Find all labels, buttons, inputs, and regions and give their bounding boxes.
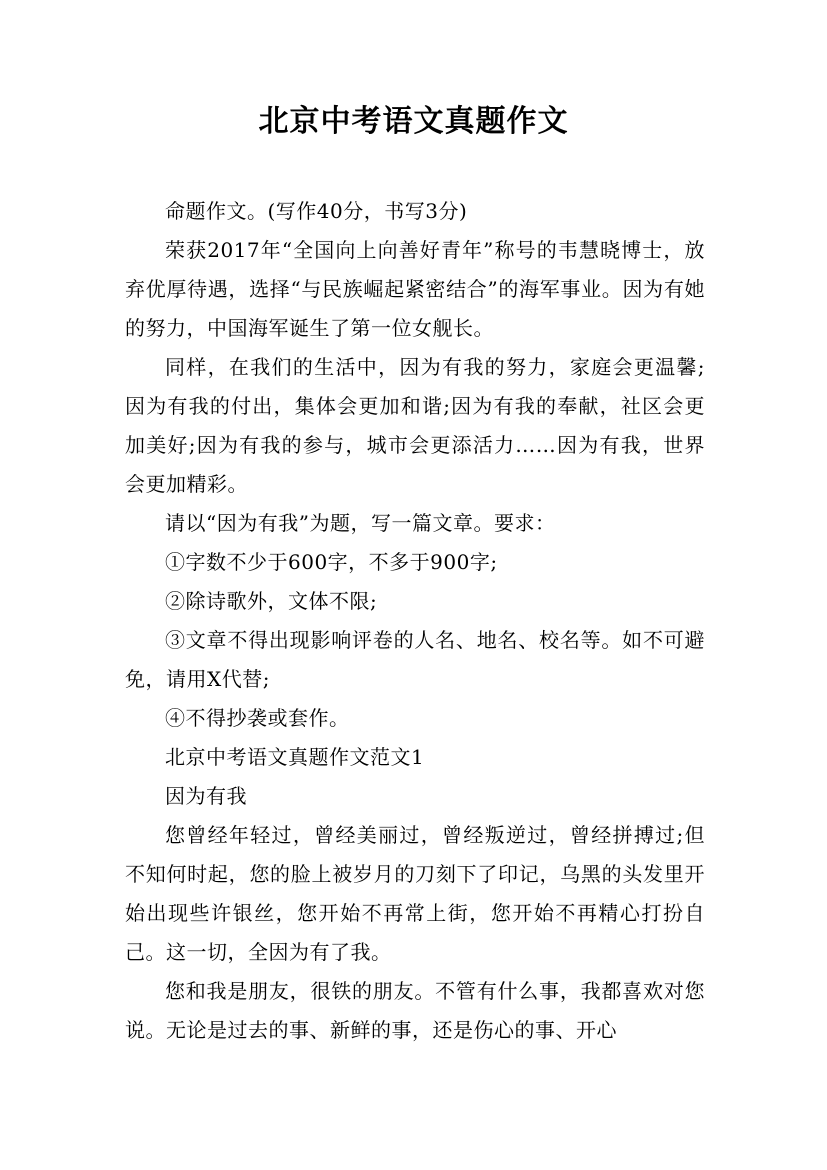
essay-title: 因为有我 [165, 784, 247, 808]
paragraph-background: 荣获2017年“全国向上向善好青年”称号的韦慧晓博士，放弃优厚待遇，选择“与民族崛起紧密结合”的海军事业。因为有她的努力，中国海军诞生了第一位女舰长。 [125, 238, 705, 340]
essay-paragraph: 您和我是朋友，很铁的朋友。不管有什么事，我都喜欢对您说。无论是过去的事、新鲜的事，还是伤心的事、开心 [125, 979, 705, 1042]
paragraph-instruction: 请以“因为有我”为题，写一篇文章。要求： [165, 511, 556, 535]
document-body [125, 192, 705, 1050]
requirement-item-2: ②除诗歌外，文体不限; [165, 589, 378, 613]
essay-paragraph: 您曾经年轻过，曾经美丽过，曾经叛逆过，曾经拼搏过;但不知何时起，您的脸上被岁月的刀刻下了印记，乌黑的头发里开始出现些许银丝，您开始不再常上街，您开始不再精心打扮自己。这一切，全因为有了我。 [125, 823, 705, 964]
requirement-item-4: ④不得抄袭或套作。 [165, 706, 350, 730]
paragraph-prompt-intro: 命题作文。(写作40分，书写3分) [165, 199, 468, 223]
document-title: 北京中考语文真题作文 [258, 104, 569, 139]
sample-essay-heading: 北京中考语文真题作文范文1 [165, 745, 425, 769]
requirement-item-3: ③文章不得出现影响评卷的人名、地名、校名等。如不可避免，请用X代替; [125, 628, 705, 691]
requirement-item-1: ①字数不少于600字，不多于900字; [165, 550, 498, 574]
paragraph-theme: 同样，在我们的生活中，因为有我的努力，家庭会更温馨;因为有我的付出，集体会更加和谐;因为有我的奉献，社区会更加美好;因为有我的参与，城市会更添活力……因为有我，世界会更加精彩。 [125, 355, 705, 496]
